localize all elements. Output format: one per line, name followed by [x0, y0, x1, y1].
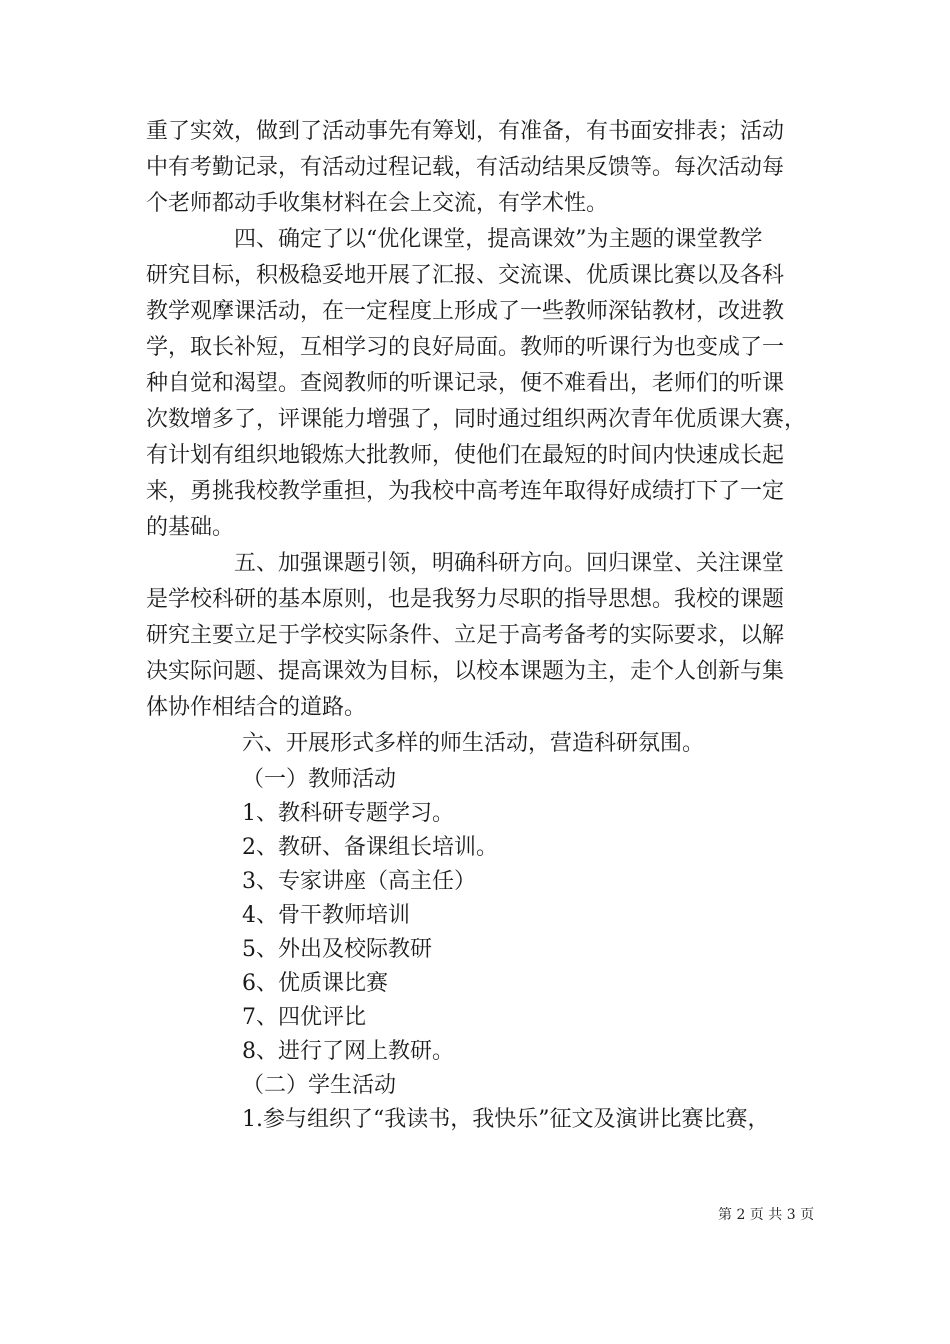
section-six-heading: 六、开展形式多样的师生活动，营造科研氛围。 — [242, 731, 705, 756]
paragraph-line: 种自觉和渴望。查阅教师的听课记录，便不难看出，老师们的听课 — [146, 371, 785, 396]
paragraph-line: 研究主要立足于学校实际条件、立足于高考备考的实际要求，以解 — [146, 623, 785, 648]
paragraph-line: 来，勇挑我校教学重担，为我校中高考连年取得好成绩打下了一定 — [146, 479, 785, 504]
paragraph-line: 个老师都动手收集材料在会上交流，有学术性。 — [146, 191, 609, 216]
subsection-student-activities: （二）学生活动 — [242, 1073, 397, 1098]
list-item: 3、专家讲座（高主任） — [242, 869, 476, 894]
list-item: 6、优质课比赛 — [242, 971, 388, 996]
list-item: 5、外出及校际教研 — [242, 937, 432, 962]
paragraph-line: 研究目标，积极稳妥地开展了汇报、交流课、优质课比赛以及各科 — [146, 263, 785, 288]
page-number-footer: 第 2 页 共 3 页 — [718, 1207, 815, 1223]
list-item: 1、教科研专题学习。 — [242, 801, 454, 826]
paragraph-line: 的基础。 — [146, 515, 235, 540]
section-five-heading-line: 五、加强课题引领，明确科研方向。回归课堂、关注课堂 — [234, 551, 785, 576]
paragraph-line: 次数增多了，评课能力增强了，同时通过组织两次青年优质课大赛， — [146, 407, 807, 432]
paragraph-line: 有计划有组织地锻炼大批教师，使他们在最短的时间内快速成长起 — [146, 443, 785, 468]
list-item: 8、进行了网上教研。 — [242, 1039, 454, 1064]
section-four-heading-line: 四、确定了以“优化课堂，提高课效”为主题的课堂教学 — [234, 227, 763, 252]
document-body — [146, 114, 814, 1136]
subsection-teacher-activities: （一）教师活动 — [242, 767, 397, 792]
paragraph-line: 重了实效，做到了活动事先有筹划，有准备，有书面安排表；活动 — [146, 119, 785, 144]
paragraph-line: 是学校科研的基本原则，也是我努力尽职的指导思想。我校的课题 — [146, 587, 785, 612]
paragraph-line: 教学观摩课活动，在一定程度上形成了一些教师深钻教材，改进教 — [146, 299, 785, 324]
list-item: 7、四优评比 — [242, 1005, 366, 1030]
paragraph-line: 决实际问题、提高课效为目标，以校本课题为主，走个人创新与集 — [146, 659, 785, 684]
paragraph-line: 学，取长补短，互相学习的良好局面。教师的听课行为也变成了一 — [146, 335, 785, 360]
paragraph-line: 中有考勤记录，有活动过程记载，有活动结果反馈等。每次活动每 — [146, 155, 785, 180]
list-item: 4、骨干教师培训 — [242, 903, 410, 928]
list-item: 2、教研、备课组长培训。 — [242, 835, 498, 860]
list-item: 1.参与组织了“我读书，我快乐”征文及演讲比赛比赛， — [242, 1107, 770, 1132]
paragraph-line: 体协作相结合的道路。 — [146, 695, 367, 720]
